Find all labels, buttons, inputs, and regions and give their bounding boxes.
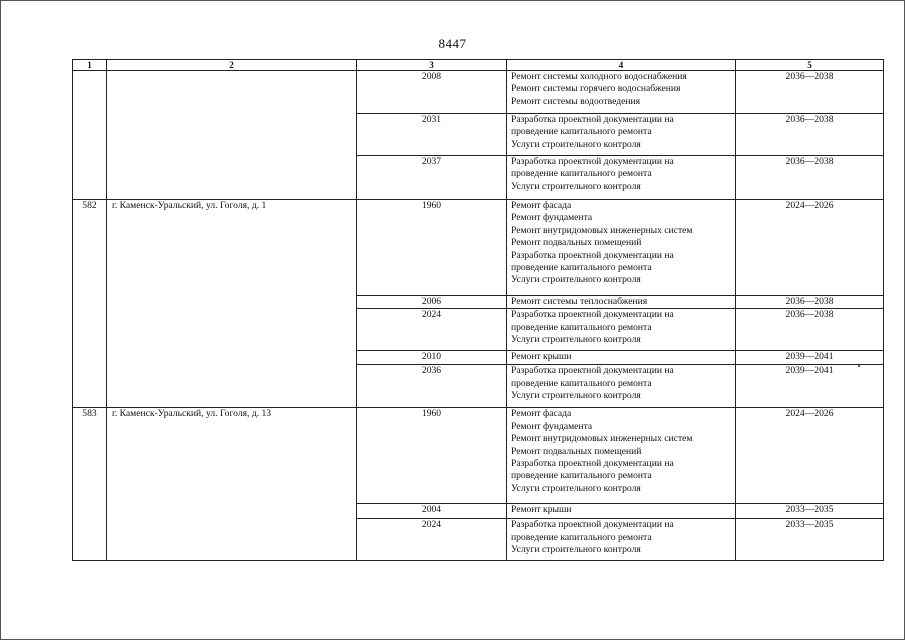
period-cell: 2036—2038: [736, 296, 884, 309]
works-cell: [507, 365, 736, 408]
period-cell: 2039—2041: [736, 351, 884, 365]
address-cell: [107, 71, 357, 200]
work-item: Ремонт фундамента: [511, 420, 593, 432]
period-cell: 2024—2026: [736, 408, 884, 504]
work-item: Услуги строительного контроля: [511, 390, 641, 402]
works-cell: [507, 156, 736, 200]
work-item: Услуги строительного контроля: [511, 544, 641, 556]
work-item: проведение капитального ремонта: [511, 168, 652, 180]
column-header-5: 5: [736, 60, 884, 71]
column-header-2: 2: [107, 60, 357, 71]
work-item: Ремонт фасада: [511, 408, 572, 420]
column-header-4: 4: [507, 60, 736, 71]
work-item: Ремонт подвальных помещений: [511, 237, 642, 249]
work-item: Ремонт фундамента: [511, 212, 593, 224]
period-cell: 2033—2035: [736, 519, 884, 561]
entry-number-cell: [73, 71, 107, 200]
works-cell: [507, 504, 736, 519]
works-cell: [507, 296, 736, 309]
works-cell: [507, 408, 736, 504]
work-item: Разработка проектной документации на: [511, 519, 674, 531]
work-item: проведение капитального ремонта: [511, 470, 652, 482]
entry-number-cell: 583: [73, 408, 107, 561]
work-item: Разработка проектной документации на: [511, 114, 674, 125]
year-cell: 1960: [357, 200, 507, 296]
works-cell: [507, 351, 736, 365]
period-cell: 2036—2038: [736, 71, 884, 114]
column-header-3: 3: [357, 60, 507, 71]
work-item: Ремонт фасада: [511, 200, 572, 211]
works-cell: [507, 200, 736, 296]
table-row: [73, 200, 884, 296]
year-cell: 2024: [357, 519, 507, 561]
year-cell: 2036: [357, 365, 507, 408]
work-item: Ремонт подвальных помещений: [511, 445, 642, 457]
year-cell: 2008: [357, 71, 507, 114]
year-cell: 2031: [357, 114, 507, 156]
table-row: [73, 71, 884, 114]
works-cell: [507, 71, 736, 114]
period-cell: 2033—2035: [736, 504, 884, 519]
year-cell: 2010: [357, 351, 507, 365]
work-item: проведение капитального ремонта: [511, 321, 652, 333]
table-body: [73, 71, 884, 561]
work-item: Услуги строительного контроля: [511, 138, 641, 150]
period-cell: 2036—2038: [736, 114, 884, 156]
scan-speck: [858, 365, 860, 367]
work-item: Ремонт системы холодного водоснабжения: [511, 71, 687, 82]
work-item: Ремонт системы теплоснабжения: [511, 296, 648, 307]
entry-number-cell: 582: [73, 200, 107, 408]
work-item: Ремонт системы горячего водоснабжения: [511, 83, 681, 95]
work-item: Ремонт внутридомовых инженерных систем: [511, 433, 693, 445]
table-row: [73, 408, 884, 504]
work-item: Ремонт системы водоотведения: [511, 95, 641, 107]
works-cell: [507, 309, 736, 351]
work-item: Разработка проектной документации на: [511, 156, 674, 167]
work-item: проведение капитального ремонта: [511, 531, 652, 543]
period-cell: 2036—2038: [736, 156, 884, 200]
address-cell: г. Каменск-Уральский, ул. Гоголя, д. 13: [107, 408, 357, 561]
year-cell: 1960: [357, 408, 507, 504]
year-cell: 2004: [357, 504, 507, 519]
address-cell: г. Каменск-Уральский, ул. Гоголя, д. 1: [107, 200, 357, 408]
work-item: Услуги строительного контроля: [511, 334, 641, 346]
work-item: Ремонт крыши: [511, 504, 572, 516]
work-item: проведение капитального ремонта: [511, 126, 652, 138]
works-cell: [507, 519, 736, 561]
work-item: Услуги строительного контроля: [511, 274, 641, 286]
work-item: Ремонт крыши: [511, 351, 572, 363]
year-cell: 2037: [357, 156, 507, 200]
work-item: Ремонт внутридомовых инженерных систем: [511, 224, 693, 236]
table-header-row: [73, 60, 884, 71]
work-item: проведение капитального ремонта: [511, 377, 652, 389]
year-cell: 2024: [357, 309, 507, 351]
page-number: 8447: [438, 36, 467, 51]
period-cell: 2039—2041: [736, 365, 884, 408]
work-item: проведение капитального ремонта: [511, 262, 652, 274]
year-cell: 2006: [357, 296, 507, 309]
work-item: Разработка проектной документации на: [511, 309, 674, 321]
repair-schedule-table: [72, 59, 884, 561]
period-cell: 2036—2038: [736, 309, 884, 351]
work-item: Разработка проектной документации на: [511, 249, 674, 261]
work-item: Услуги строительного контроля: [511, 482, 641, 494]
period-cell: 2024—2026: [736, 200, 884, 296]
work-item: Разработка проектной документации на: [511, 458, 674, 470]
work-item: Услуги строительного контроля: [511, 180, 641, 192]
work-item: Разработка проектной документации на: [511, 365, 674, 377]
column-header-1: 1: [73, 60, 107, 71]
works-cell: [507, 114, 736, 156]
